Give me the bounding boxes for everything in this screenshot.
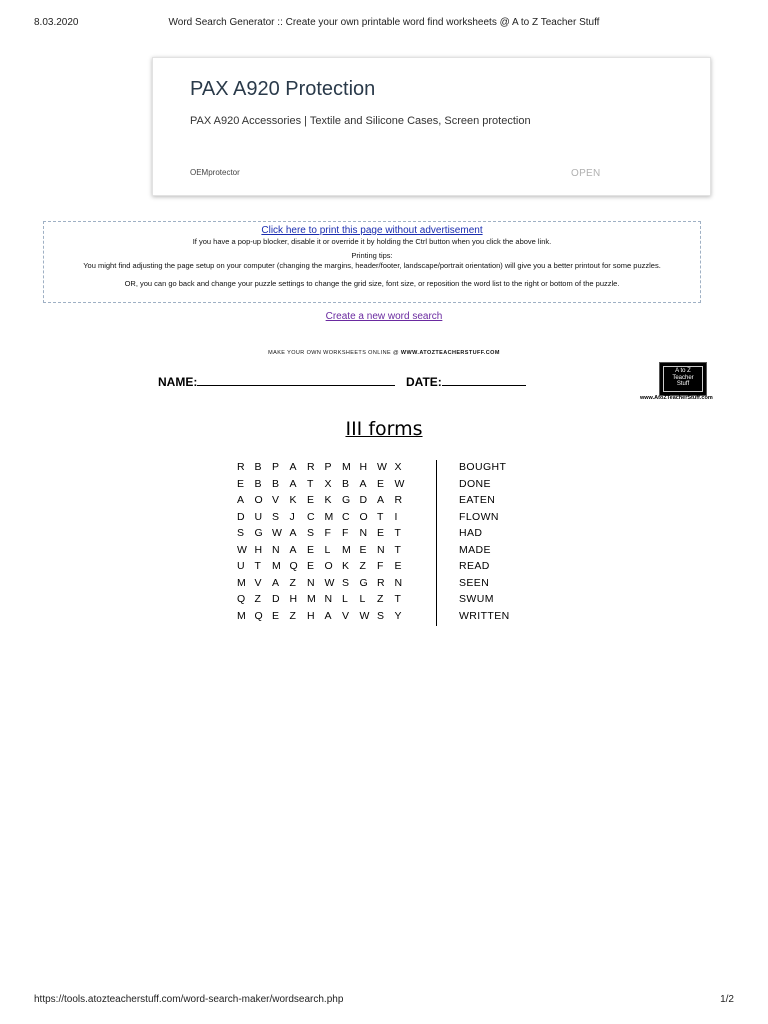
ad-description: PAX A920 Accessories | Textile and Silicone Cases, Screen protection: [190, 115, 531, 127]
grid-cell: N: [324, 593, 333, 605]
grid-cell: W: [394, 477, 405, 490]
grid-cell: E: [359, 543, 368, 556]
grid-cell: N: [307, 576, 316, 589]
grid-cell: D: [237, 510, 246, 523]
grid-cell: A: [289, 477, 298, 490]
logo-line-2: Teacher: [672, 374, 694, 381]
date-blank: [442, 375, 526, 386]
date-label: DATE:: [406, 375, 442, 389]
grid-cell: K: [324, 494, 333, 506]
word-list-item: WRITTEN: [459, 609, 510, 622]
grid-cell: N: [359, 527, 368, 539]
grid-row: [237, 560, 412, 577]
print-url: https://tools.atozteacherstuff.com/word-search-maker/wordsearch.php: [34, 994, 344, 1005]
grid-cell: U: [237, 560, 246, 572]
ad-source: OEMprotector: [190, 168, 240, 177]
grid-cell: N: [377, 543, 386, 556]
grid-cell: M: [237, 609, 247, 622]
grid-cell: A: [324, 609, 333, 622]
create-new-word-search-link[interactable]: Create a new word search: [325, 311, 443, 322]
print-notice-box: [43, 221, 701, 303]
printing-tip-1: You might find adjusting the page setup on your computer (changing the margins, header/footer, landscape/portrait orientation) will give you a better printout for some puzzles.: [83, 261, 661, 270]
grid-cell: K: [289, 494, 298, 506]
popup-blocker-note: If you have a pop-up blocker, disable it or override it by holding the Ctrl button when you click the above link.: [192, 237, 552, 246]
grid-cell: E: [307, 494, 315, 506]
grid-row: [237, 544, 412, 561]
grid-cell: F: [377, 560, 384, 572]
grid-cell: A: [289, 527, 298, 539]
grid-cell: G: [359, 576, 369, 589]
word-list-item: MADE: [459, 543, 491, 556]
printing-tips-heading: Printing tips:: [351, 251, 393, 260]
grid-cell: L: [342, 593, 349, 605]
grid-cell: B: [254, 477, 263, 490]
grid-cell: K: [342, 560, 350, 572]
grid-cell: Z: [289, 609, 297, 622]
grid-cell: T: [394, 527, 402, 539]
grid-cell: T: [394, 593, 402, 605]
grid-cell: S: [377, 609, 385, 622]
ad-open-button[interactable]: OPEN: [571, 168, 601, 179]
grid-cell: P: [324, 461, 333, 473]
grid-cell: E: [272, 609, 280, 622]
word-list-item: FLOWN: [459, 510, 499, 523]
grid-cell: E: [377, 477, 385, 490]
grid-cell: V: [272, 494, 280, 506]
grid-cell: R: [394, 494, 403, 506]
grid-cell: V: [254, 576, 263, 589]
logo-line-1: A to Z: [675, 368, 691, 374]
print-page-title: Word Search Generator :: Create your own printable word find worksheets @ A to Z Teacher Stuff: [168, 17, 600, 28]
word-list-item: DONE: [459, 477, 491, 490]
grid-row: [237, 527, 412, 544]
grid-cell: L: [324, 543, 331, 556]
name-date-row: [158, 375, 526, 389]
grid-cell: C: [342, 510, 351, 523]
grid-cell: S: [272, 510, 280, 523]
word-list-item: SWUM: [459, 593, 494, 605]
name-label: NAME:: [158, 375, 198, 389]
word-list-item: EATEN: [459, 494, 496, 506]
grid-cell: W: [377, 461, 388, 473]
grid-cell: U: [254, 510, 263, 523]
grid-cell: H: [307, 609, 316, 622]
grid-cell: T: [254, 560, 262, 572]
grid-cell: M: [342, 461, 352, 473]
grid-cell: A: [377, 494, 385, 506]
grid-row: [237, 610, 412, 627]
grid-cell: T: [377, 510, 384, 523]
grid-row: [237, 478, 412, 495]
grid-cell: Q: [254, 609, 264, 622]
grid-cell: M: [342, 543, 352, 556]
grid-cell: A: [289, 461, 298, 473]
grid-cell: D: [272, 593, 281, 605]
logo-url: www.AtoZTeacherStuff.com: [640, 395, 713, 401]
grid-cell: W: [359, 609, 370, 622]
grid-cell: W: [272, 527, 283, 539]
grid-cell: E: [307, 560, 315, 572]
grid-cell: S: [342, 576, 350, 589]
grid-row: [237, 494, 412, 511]
word-list-item: HAD: [459, 527, 483, 539]
grid-cell: V: [342, 609, 350, 622]
letter-grid: [237, 461, 412, 626]
grid-cell: D: [359, 494, 368, 506]
grid-cell: Z: [254, 593, 262, 605]
grid-cell: O: [254, 494, 264, 506]
word-list: [459, 461, 510, 626]
grid-cell: B: [272, 477, 280, 490]
make-own-worksheets-line: [0, 350, 768, 356]
grid-row: [237, 511, 412, 528]
puzzle-title: III forms: [345, 418, 423, 440]
grid-cell: E: [394, 560, 403, 572]
grid-cell: P: [272, 461, 280, 473]
grid-cell: L: [359, 593, 366, 605]
grid-cell: A: [272, 576, 280, 589]
grid-cell: Q: [237, 593, 246, 605]
ad-card[interactable]: [152, 57, 711, 196]
grid-cell: F: [342, 527, 349, 539]
printing-tip-2: OR, you can go back and change your puzzle settings to change the grid size, font size, or reposition the word list to the right or bottom of the puzzle.: [124, 279, 620, 288]
grid-cell: Z: [289, 576, 297, 589]
print-footer: [0, 994, 768, 1008]
grid-cell: H: [289, 593, 298, 605]
grid-row: [237, 593, 412, 610]
print-without-ad-link[interactable]: Click here to print this page without advertisement: [261, 225, 483, 236]
grid-cell: X: [394, 461, 403, 473]
word-list-item: BOUGHT: [459, 461, 507, 473]
word-list-item: READ: [459, 560, 490, 572]
word-list-item: SEEN: [459, 576, 490, 589]
grid-cell: N: [272, 543, 281, 556]
grid-cell: G: [254, 527, 264, 539]
grid-cell: O: [324, 560, 334, 572]
grid-cell: A: [359, 477, 368, 490]
grid-cell: W: [324, 576, 335, 589]
grid-cell: Q: [289, 560, 299, 572]
grid-cell: Z: [377, 593, 384, 605]
grid-cell: A: [237, 494, 245, 506]
grid-cell: E: [237, 477, 245, 490]
grid-cell: B: [254, 461, 263, 473]
grid-cell: H: [359, 461, 368, 473]
make-own-site: WWW.ATOZTEACHERSTUFF.COM: [400, 350, 500, 356]
grid-row: [237, 461, 412, 478]
grid-cell: M: [272, 560, 282, 572]
grid-cell: T: [394, 543, 402, 556]
grid-cell: R: [377, 576, 386, 589]
grid-row: [237, 577, 412, 594]
grid-cell: S: [237, 527, 245, 539]
grid-cell: M: [237, 576, 247, 589]
grid-cell: R: [237, 461, 246, 473]
make-own-prefix: MAKE YOUR OWN WORKSHEETS ONLINE @: [268, 350, 399, 356]
grid-cell: N: [394, 576, 403, 589]
atoz-logo: [659, 362, 707, 396]
grid-cell: R: [307, 461, 316, 473]
grid-cell: F: [324, 527, 332, 539]
word-list-divider: [436, 460, 437, 626]
grid-cell: T: [307, 477, 314, 490]
grid-cell: E: [377, 527, 385, 539]
ad-title[interactable]: PAX A920 Protection: [190, 78, 376, 100]
print-date: 8.03.2020: [34, 17, 79, 28]
grid-cell: A: [289, 543, 298, 556]
grid-cell: J: [289, 510, 296, 523]
grid-cell: X: [324, 477, 333, 490]
print-page-number: 1/2: [720, 994, 734, 1005]
grid-cell: H: [254, 543, 263, 556]
grid-cell: M: [307, 593, 317, 605]
atoz-logo-text: [663, 366, 703, 392]
grid-cell: W: [237, 543, 248, 556]
grid-cell: Y: [394, 609, 403, 622]
name-blank: [197, 375, 395, 386]
print-header: [0, 17, 768, 31]
logo-line-3: Stuff: [676, 381, 690, 387]
grid-cell: O: [359, 510, 369, 523]
grid-cell: Z: [359, 560, 367, 572]
grid-cell: I: [394, 510, 398, 523]
grid-cell: B: [342, 477, 350, 490]
grid-cell: S: [307, 527, 315, 539]
grid-cell: G: [342, 494, 351, 506]
grid-cell: E: [307, 543, 315, 556]
grid-cell: C: [307, 510, 316, 523]
grid-cell: M: [324, 510, 334, 523]
